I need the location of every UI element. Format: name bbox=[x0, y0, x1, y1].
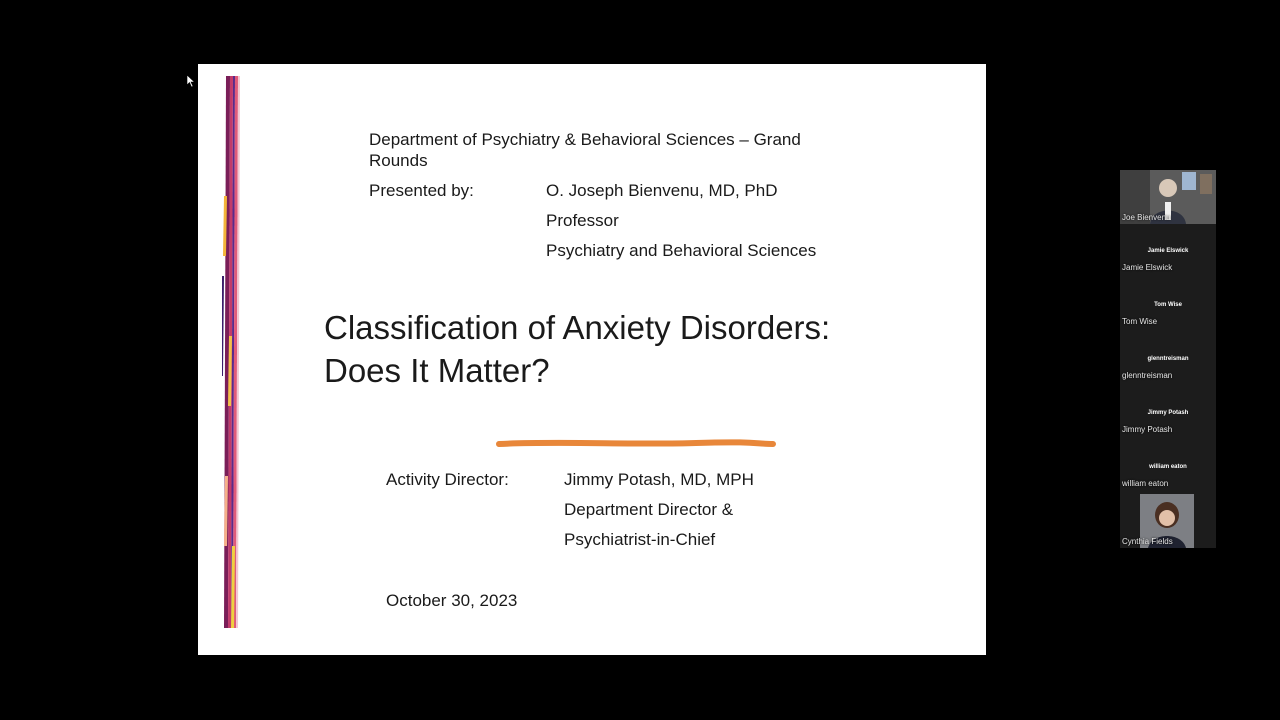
director-name: Jimmy Potash, MD, MPH bbox=[564, 470, 754, 489]
director-title-line1: Department Director & bbox=[564, 500, 734, 519]
participant-tile[interactable] bbox=[1120, 224, 1216, 278]
participant-tile[interactable] bbox=[1120, 332, 1216, 386]
participant-center-label: glenntreisman bbox=[1147, 356, 1189, 362]
department-header bbox=[369, 129, 801, 171]
presenter-title: Professor bbox=[546, 211, 619, 230]
presentation-title bbox=[324, 306, 924, 392]
title-line1: Classification of Anxiety Disorders: bbox=[324, 309, 831, 346]
department-header-line2: Rounds bbox=[369, 151, 428, 170]
department-header-line1: Department of Psychiatry & Behavioral Sciences – Grand bbox=[369, 130, 801, 149]
presentation-date: October 30, 2023 bbox=[386, 591, 518, 610]
participant-center-label: Jamie Elswick bbox=[1147, 248, 1189, 254]
accent-divider bbox=[496, 438, 776, 450]
presenter-name: O. Joseph Bienvenu, MD, PhD bbox=[546, 181, 778, 200]
participant-name: glenntreisman bbox=[1122, 371, 1173, 380]
participant-name: Jamie Elswick bbox=[1122, 263, 1173, 272]
presenter-department: Psychiatry and Behavioral Sciences bbox=[546, 241, 817, 260]
presented-by-label: Presented by: bbox=[369, 181, 474, 200]
participant-tile[interactable] bbox=[1120, 494, 1216, 548]
participant-name: Tom Wise bbox=[1122, 317, 1158, 326]
participant-center-label: Jimmy Potash bbox=[1147, 410, 1189, 416]
activity-director-label: Activity Director: bbox=[386, 470, 509, 489]
participant-tile[interactable] bbox=[1120, 440, 1216, 494]
participants-panel bbox=[1120, 170, 1216, 548]
participant-name: Cynthia Fields bbox=[1122, 537, 1173, 546]
participant-name: Joe Bienvenu bbox=[1122, 213, 1171, 222]
mouse-cursor-icon bbox=[186, 74, 196, 88]
participant-center-label: Tom Wise bbox=[1154, 302, 1182, 308]
participant-tile[interactable] bbox=[1120, 278, 1216, 332]
participant-name: Jimmy Potash bbox=[1122, 425, 1173, 434]
decorative-stripes bbox=[222, 76, 242, 628]
participant-tile[interactable] bbox=[1120, 170, 1216, 224]
participant-name: william eaton bbox=[1122, 479, 1169, 488]
shared-slide bbox=[198, 64, 986, 655]
director-title-line2: Psychiatrist-in-Chief bbox=[564, 530, 716, 549]
participant-tile[interactable] bbox=[1120, 386, 1216, 440]
participant-center-label: william eaton bbox=[1149, 464, 1187, 470]
title-line2: Does It Matter? bbox=[324, 352, 550, 389]
